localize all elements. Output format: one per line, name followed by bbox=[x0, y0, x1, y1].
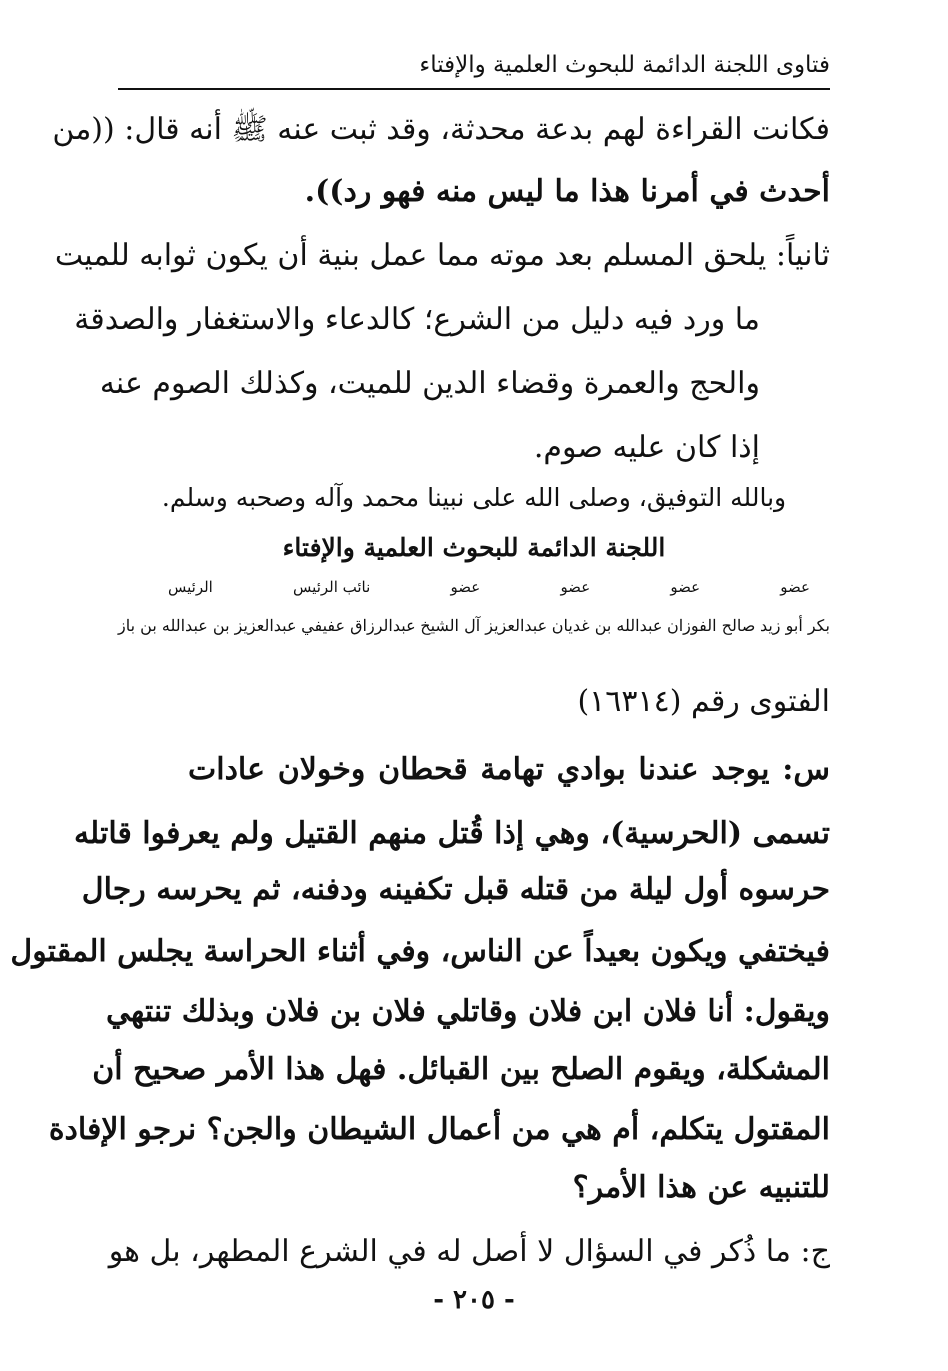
closing-line: وبالله التوفيق، وصلى الله على نبينا محمد وآله وصحبه وسلم. bbox=[161, 483, 787, 512]
page-number: - ٢٠٥ - bbox=[433, 1285, 515, 1315]
running-title: فتاوى اللجنة الدائمة للبحوث العلمية والإفتاء bbox=[411, 52, 830, 78]
question-line-8: للتنبيه عن هذا الأمر؟ bbox=[572, 1170, 830, 1205]
signatory-roles bbox=[118, 578, 830, 596]
question-line-6: المشكلة، ويقوم الصلح بين القبائل. فهل هذا الأمر صحيح أن bbox=[92, 1052, 830, 1087]
name-4: عبدالعزيز آل الشيخ bbox=[420, 616, 548, 635]
body-line-5: والحج والعمرة وقضاء الدين للميت، وكذلك الصوم عنه bbox=[99, 366, 760, 401]
question-line-4: فيختفي ويكون بعيداً عن الناس، وفي أثناء الحراسة يجلس المقتول bbox=[10, 934, 830, 969]
body-line-3: ثانياً: يلحق المسلم بعد موته مما عمل بنية أن يكون ثوابه للميت bbox=[54, 238, 830, 273]
role-4: عضو bbox=[450, 578, 481, 596]
role-3: عضو bbox=[560, 578, 591, 596]
body-line-2: أحدث في أمرنا هذا ما ليس منه فهو رد)). bbox=[304, 174, 830, 209]
role-6: الرئيس bbox=[168, 578, 213, 596]
role-5: نائب الرئيس bbox=[293, 578, 371, 596]
role-1: عضو bbox=[780, 578, 810, 596]
question-line-7: المقتول يتكلم، أم هي من أعمال الشيطان والجن؟ نرجو الإفادة bbox=[48, 1112, 830, 1147]
name-3: عبدالله بن غديان bbox=[551, 616, 663, 635]
name-5: عبدالرزاق عفيفي bbox=[301, 616, 416, 635]
committee-title: اللجنة الدائمة للبحوث العلمية والإفتاء bbox=[282, 533, 666, 562]
question-line-5: ويقول: أنا فلان ابن فلان وقاتلي فلان بن فلان وبذلك تنتهي bbox=[106, 994, 830, 1029]
question-line-2: تسمى (الحرسية)، وهي إذا قُتل منهم القتيل ولم يعرفوا قاتله bbox=[73, 816, 830, 851]
question-line-3: حرسوه أول ليلة من قتله قبل تكفينه ودفنه، ثم يحرسه رجال bbox=[81, 872, 830, 907]
name-6: عبدالعزيز بن عبدالله بن باز bbox=[118, 616, 297, 635]
running-header bbox=[118, 48, 830, 90]
fatwa-number: الفتوى رقم (١٦٣١٤) bbox=[577, 684, 830, 719]
answer-line-1: ج: ما ذُكر في السؤال لا أصل له في الشرع المطهر، بل هو bbox=[108, 1234, 830, 1269]
name-2: صالح الفوزان bbox=[666, 616, 756, 635]
question-line-1: س: يوجد عندنا بوادي تهامة قحطان وخولان عادات bbox=[188, 752, 830, 787]
name-1: بكر أبو زيد bbox=[759, 616, 830, 635]
body-line-1: فكانت القراءة لهم بدعة محدثة، وقد ثبت عنه ﷺ أنه قال: ((من bbox=[52, 112, 830, 147]
role-2: عضو bbox=[670, 578, 701, 596]
body-line-4: ما ورد فيه دليل من الشرع؛ كالدعاء والاستغفار والصدقة bbox=[74, 302, 760, 337]
signatory-names bbox=[118, 616, 830, 635]
body-line-6: إذا كان عليه صوم. bbox=[533, 430, 760, 465]
